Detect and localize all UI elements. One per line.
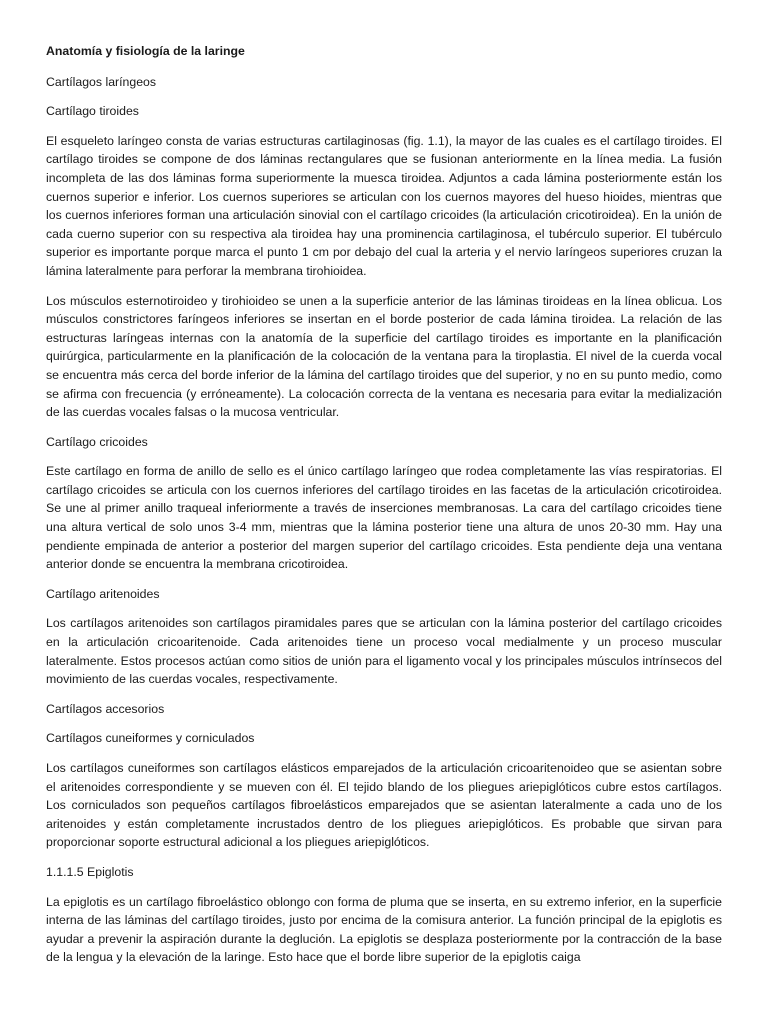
paragraph-epiglotis: La epiglotis es un cartílago fibroelástico oblongo con forma de pluma que se inserta, en su extremo inferior, en la superficie interna de las láminas del cartílago tiroides, justo por encima de la comisura anterior. La función principal de la epiglotis es ayudar a prevenir la aspiración durante la deglución. La epiglotis se desplaza posteriormente por la contracción de la base de la lengua y la elevación de la laringe. Esto hace que el borde libre superior de la epiglotis caiga [46,894,722,965]
heading-cartilagos-laringeos: Cartílagos laríngeos [46,74,157,89]
paragraph-cuneiformes: Los cartílagos cuneiformes son cartílagos elásticos emparejados de la articulación cricoaritenoideo que se asientan sobre el aritenoides correspondiente y se mueven con él. El tejido blando de los pliegues ariepiglóticos cubre estos cartílagos. Los corniculados son pequeños cartílagos fibroelásticos emparejados que se asientan lateralmente a cada uno de los aritenoides y están completamente incrustados dentro de los pliegues ariepiglóticos. Es probable que sirvan para proporcionar soporte estructural adicional a los pliegues ariepiglóticos. [46,761,722,850]
heading-cartilago-cricoides: Cartílago cricoides [46,434,148,449]
paragraph-tiroides-2: Los músculos esternotiroideo y tirohioideo se unen a la superficie anterior de las láminas tiroideas en la línea oblicua. Los músculos constrictores faríngeos inferiores se insertan en el borde posterior de cada lámina tiroidea. La relación de las estructuras laríngeas internas con la anatomía de la superficie del cartílago tiroides es importante en la planificación quirúrgica, particularmente en la planificación de la colocación de la ventana para la tiroplastia. El nivel de la cuerda vocal se encuentra más cerca del borde inferior de la lámina del cartílago tiroides que del superior, y no en su punto medio, como se afirma con frecuencia (y erróneamente). La colocación correcta de la ventana es necesaria para evitar la medialización de las cuerdas vocales falsas o la mucosa ventricular. [46,293,722,420]
heading-cartilagos-accesorios: Cartílagos accesorios [46,701,165,716]
heading-epiglotis: 1.1.1.5 Epiglotis [46,864,134,879]
heading-cartilago-tiroides: Cartílago tiroides [46,104,139,119]
paragraph-cricoides: Este cartílago en forma de anillo de sello es el único cartílago laríngeo que rodea completamente las vías respiratorias. El cartílago cricoides se articula con los cuernos inferiores del cartílago tiroides en las facetas de la articulación cricotiroidea. Se une al primer anillo traqueal inferiormente a través de inserciones membranosas. La cara del cartílago cricoides tiene una altura vertical de solo unos 3-4 mm, mientras que la lámina posterior tiene una altura de unos 20-30 mm. Hay una pendiente empinada de anterior a posterior del margen superior del cartílago cricoides. Esta pendiente deja una ventana anterior donde se encuentra la membrana cricotiroidea. [46,464,722,572]
document-page [46,42,722,978]
document-title: Anatomía y fisiología de la laringe [46,44,245,58]
paragraph-tiroides-1: El esqueleto laríngeo consta de varias estructuras cartilaginosas (fig. 1.1), la mayor de las cuales es el cartílago tiroides. El cartílago tiroides se compone de dos láminas rectangulares que se fusionan anteriormente en la línea media. La fusión incompleta de las dos láminas forma superiormente la muesca tiroidea. Adjuntos a cada lámina posteriormente están los cuernos superior e inferior. Los cuernos superiores se articulan con los cuernos mayores del hueso hioides, mientras que los cuernos inferiores forman una articulación sinovial con el cartílago cricoides (la articulación cricotiroidea). En la unión de cada cuerno superior con su respectiva ala tiroidea hay una prominencia cartilaginosa, el tubérculo superior. El tubérculo superior es importante porque marca el punto 1 cm por debajo del cual la arteria y el nervio laríngeos superiores cruzan la lámina lateralmente para perforar la membrana tirohioidea. [46,133,722,278]
heading-cuneiformes-corniculados: Cartílagos cuneiformes y corniculados [46,731,255,746]
heading-cartilago-aritenoides: Cartílago aritenoides [46,586,160,601]
paragraph-aritenoides: Los cartílagos aritenoides son cartílagos piramidales pares que se articulan con la lámina posterior del cartílago cricoides en la articulación cricoaritenoide. Cada aritenoides tiene un proceso vocal medialmente y un proceso muscular lateralmente. Estos procesos actúan como sitios de unión para el ligamento vocal y los principales músculos intrínsecos del movimiento de las cuerdas vocales, respectivamente. [46,616,722,687]
